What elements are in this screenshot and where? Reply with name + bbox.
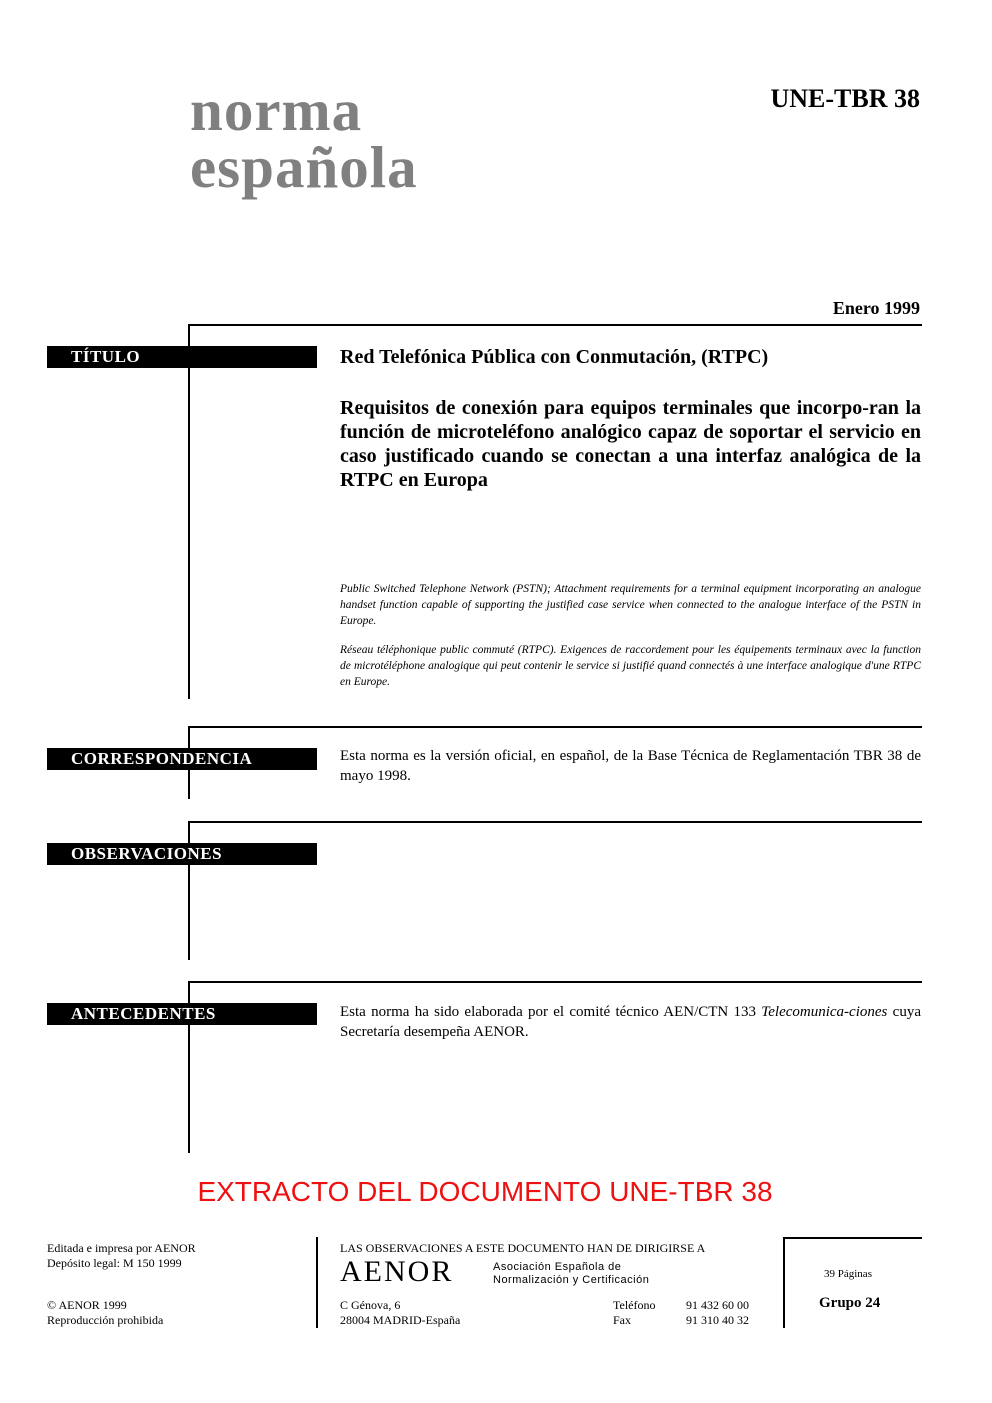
brand-line-2: española	[190, 134, 418, 200]
english-title: Public Switched Telephone Network (PSTN); Attachment requirements for a terminal equipment incorporating an analogue handset function capable of supporting the justified case service when connected to the analogue interface of the PSTN in Europe.	[340, 583, 921, 627]
document-date: Enero 1999	[832, 298, 920, 318]
correspondencia-text: Esta norma es la versión oficial, en español, de la Base Técnica de Reglamentación TBR 38 de mayo 1998.	[340, 748, 921, 784]
document-number: UNE-TBR 38	[770, 84, 920, 113]
antecedentes-text-start: Esta norma ha sido elaborada por el comité técnico AEN/CTN 133	[340, 1004, 762, 1020]
brand-line-1: norma	[190, 77, 363, 143]
aenor-name-line-2: Normalización y Certificación	[493, 1274, 650, 1286]
french-title: Réseau téléphonique public commuté (RTPC). Exigences de raccordement pour les équipements terminaux avec la function de microtéléphone analogique qui peut contenir le service si justifié quand connectés à une interface analogique d'une RTPC en Europe.	[340, 644, 921, 688]
footer-reproduction: Reproducción prohibida	[47, 1313, 164, 1327]
titulo-side-rule	[188, 324, 190, 699]
footer-box-top-rule	[783, 1237, 922, 1239]
observaciones-top-rule	[188, 821, 922, 823]
observaciones-side-rule	[188, 821, 190, 960]
aenor-logo: AENOR	[340, 1255, 454, 1288]
titulo-label: TÍTULO	[47, 346, 317, 368]
footer-observations-notice: LAS OBSERVACIONES A ESTE DOCUMENTO HAN DE DIRIGIRSE A	[340, 1241, 706, 1255]
correspondencia-label: CORRESPONDENCIA	[47, 748, 317, 770]
document-subtitle: Requisitos de conexión para equipos terminales que incorpo-ran la función de microteléfono analógico capaz de soportar el servicio en caso justificado cuando se conectan a una interfaz analógica de la RTPC en Europa	[340, 397, 921, 491]
footer-edited-by: Editada e impresa por AENOR	[47, 1241, 196, 1255]
correspondencia-top-rule	[188, 726, 922, 728]
footer-fax-value: 91 310 40 32	[686, 1313, 749, 1327]
document-title: Red Telefónica Pública con Conmutación, (RTPC)	[340, 346, 769, 368]
antecedentes-text	[340, 1002, 921, 1042]
footer-divider-left	[316, 1237, 318, 1328]
aenor-name-line-1: Asociación Española de	[493, 1261, 622, 1273]
page-count: 39 Páginas	[824, 1268, 872, 1280]
brand-title	[190, 77, 418, 200]
antecedentes-committee-name: Telecomunica-ciones	[761, 1004, 888, 1020]
aenor-full-name	[493, 1261, 649, 1287]
antecedentes-text-end: cuya Secretaría desempeña AENOR.	[340, 1004, 921, 1040]
footer-box-side-rule	[783, 1237, 785, 1328]
extract-banner: EXTRACTO DEL DOCUMENTO UNE-TBR 38	[197, 1176, 773, 1207]
price-group: Grupo 24	[819, 1295, 881, 1311]
footer-legal-deposit: Depósito legal: M 150 1999	[47, 1256, 182, 1270]
footer-fax-label: Fax	[613, 1313, 631, 1327]
observaciones-label: OBSERVACIONES	[47, 843, 317, 865]
antecedentes-label: ANTECEDENTES	[47, 1003, 317, 1025]
titulo-top-rule	[188, 324, 922, 326]
footer-address-line-2: 28004 MADRID-España	[340, 1313, 461, 1327]
footer-phone-label: Teléfono	[613, 1298, 656, 1312]
footer-address-line-1: C Génova, 6	[340, 1298, 401, 1312]
footer-phone-value: 91 432 60 00	[686, 1298, 749, 1312]
footer-copyright: © AENOR 1999	[47, 1298, 127, 1312]
antecedentes-top-rule	[188, 981, 922, 983]
